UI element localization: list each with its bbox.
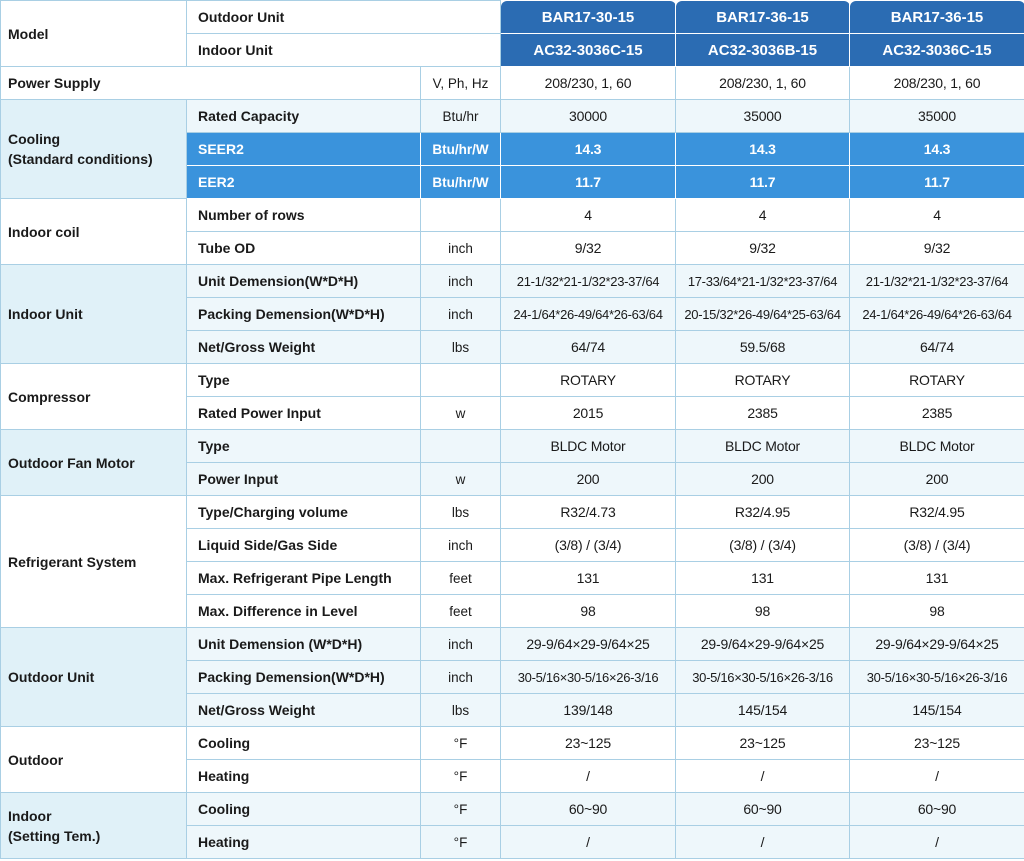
param-label: Net/Gross Weight (187, 694, 421, 727)
unit-label: inch (421, 265, 501, 298)
value-cell: (3/8) / (3/4) (850, 529, 1024, 562)
value-cell: R32/4.95 (850, 496, 1024, 529)
value-cell: 14.3 (850, 133, 1024, 166)
value-cell: 64/74 (501, 331, 676, 364)
value-cell: 145/154 (850, 694, 1024, 727)
value-cell: 35000 (676, 100, 850, 133)
cooling-group-label: Cooling (Standard conditions) (1, 100, 187, 199)
value-cell: 23~125 (501, 727, 676, 760)
value-cell: 98 (501, 595, 676, 628)
power-supply-value-1: 208/230, 1, 60 (501, 67, 676, 100)
value-cell: 200 (676, 463, 850, 496)
value-cell: ROTARY (676, 364, 850, 397)
outdoor-model-3: BAR17-36-15 (850, 1, 1024, 34)
outdoor-unit-group-label: Outdoor Unit (1, 628, 187, 727)
value-cell: 4 (850, 199, 1024, 232)
outdoor-fan-motor-group-label: Outdoor Fan Motor (1, 430, 187, 496)
value-cell: 9/32 (676, 232, 850, 265)
param-label: Type (187, 430, 421, 463)
value-cell: / (501, 760, 676, 793)
value-cell: 11.7 (850, 166, 1024, 199)
refrigerant-system-group-label: Refrigerant System (1, 496, 187, 628)
value-cell: 98 (676, 595, 850, 628)
value-cell: 139/148 (501, 694, 676, 727)
param-label: Heating (187, 826, 421, 859)
value-cell: 131 (676, 562, 850, 595)
indoor-unit-label: Indoor Unit (187, 34, 501, 67)
table-row (1, 199, 1024, 232)
value-cell: 4 (501, 199, 676, 232)
value-cell: 35000 (850, 100, 1024, 133)
value-cell: 14.3 (676, 133, 850, 166)
value-cell: R32/4.95 (676, 496, 850, 529)
param-label: Power Input (187, 463, 421, 496)
value-cell: 21-1/32*21-1/32*23-37/64 (501, 265, 676, 298)
unit-label: inch (421, 529, 501, 562)
param-label: EER2 (187, 166, 421, 199)
table-row (1, 496, 1024, 529)
table-row (1, 100, 1024, 133)
compressor-group-label: Compressor (1, 364, 187, 430)
unit-label: lbs (421, 331, 501, 364)
value-cell: 30-5/16×30-5/16×26-3/16 (850, 661, 1024, 694)
unit-label: °F (421, 826, 501, 859)
power-supply-value-3: 208/230, 1, 60 (850, 67, 1024, 100)
value-cell: 131 (501, 562, 676, 595)
unit-label (421, 430, 501, 463)
value-cell: 23~125 (676, 727, 850, 760)
value-cell: / (501, 826, 676, 859)
param-label: Cooling (187, 727, 421, 760)
indoor-unit-group-label: Indoor Unit (1, 265, 187, 364)
value-cell: 2385 (850, 397, 1024, 430)
unit-label: inch (421, 232, 501, 265)
value-cell: (3/8) / (3/4) (501, 529, 676, 562)
value-cell: 60~90 (850, 793, 1024, 826)
unit-label (421, 199, 501, 232)
unit-label: lbs (421, 496, 501, 529)
param-label: Rated Power Input (187, 397, 421, 430)
unit-label: °F (421, 727, 501, 760)
value-cell: 59.5/68 (676, 331, 850, 364)
value-cell: 24-1/64*26-49/64*26-63/64 (850, 298, 1024, 331)
value-cell: 29-9/64×29-9/64×25 (501, 628, 676, 661)
unit-label: inch (421, 661, 501, 694)
value-cell: 98 (850, 595, 1024, 628)
param-label: Type (187, 364, 421, 397)
value-cell: 29-9/64×29-9/64×25 (676, 628, 850, 661)
outdoor-group-label: Outdoor (1, 727, 187, 793)
param-label: Tube OD (187, 232, 421, 265)
outdoor-unit-label: Outdoor Unit (187, 1, 501, 34)
param-label: Packing Demension(W*D*H) (187, 661, 421, 694)
table-row (1, 793, 1024, 826)
param-label: Packing Demension(W*D*H) (187, 298, 421, 331)
value-cell: 21-1/32*21-1/32*23-37/64 (850, 265, 1024, 298)
table-row (1, 265, 1024, 298)
power-supply-label: Power Supply (1, 67, 421, 100)
value-cell: / (676, 826, 850, 859)
value-cell: 30-5/16×30-5/16×26-3/16 (501, 661, 676, 694)
value-cell: 29-9/64×29-9/64×25 (850, 628, 1024, 661)
param-label: Cooling (187, 793, 421, 826)
value-cell: ROTARY (850, 364, 1024, 397)
indoor-setting-group-label: Indoor (Setting Tem.) (1, 793, 187, 859)
param-label: Max. Difference in Level (187, 595, 421, 628)
indoor-model-1: AC32-3036C-15 (501, 34, 676, 67)
unit-label: inch (421, 298, 501, 331)
header-row-outdoor (1, 1, 1024, 34)
indoor-model-3: AC32-3036C-15 (850, 34, 1024, 67)
unit-label: w (421, 397, 501, 430)
table-row (1, 628, 1024, 661)
value-cell: 60~90 (501, 793, 676, 826)
value-cell: 2385 (676, 397, 850, 430)
value-cell: 2015 (501, 397, 676, 430)
outdoor-model-1: BAR17-30-15 (501, 1, 676, 34)
value-cell: 17-33/64*21-1/32*23-37/64 (676, 265, 850, 298)
value-cell: 9/32 (501, 232, 676, 265)
outdoor-model-2: BAR17-36-15 (676, 1, 850, 34)
value-cell: 200 (850, 463, 1024, 496)
value-cell: ROTARY (501, 364, 676, 397)
value-cell: 60~90 (676, 793, 850, 826)
power-supply-value-2: 208/230, 1, 60 (676, 67, 850, 100)
param-label: Number of rows (187, 199, 421, 232)
model-label: Model (1, 1, 187, 67)
table-row (1, 364, 1024, 397)
value-cell: 64/74 (850, 331, 1024, 364)
value-cell: / (850, 826, 1024, 859)
value-cell: 9/32 (850, 232, 1024, 265)
value-cell: 30000 (501, 100, 676, 133)
table-row (1, 430, 1024, 463)
param-label: Type/Charging volume (187, 496, 421, 529)
value-cell: 11.7 (676, 166, 850, 199)
param-label: Rated Capacity (187, 100, 421, 133)
unit-label: lbs (421, 694, 501, 727)
value-cell: (3/8) / (3/4) (676, 529, 850, 562)
value-cell: BLDC Motor (501, 430, 676, 463)
unit-label: Btu/hr/W (421, 166, 501, 199)
param-label: Unit Demension (W*D*H) (187, 628, 421, 661)
value-cell: / (850, 760, 1024, 793)
value-cell: 20-15/32*26-49/64*25-63/64 (676, 298, 850, 331)
value-cell: 14.3 (501, 133, 676, 166)
unit-label: Btu/hr (421, 100, 501, 133)
value-cell: 145/154 (676, 694, 850, 727)
value-cell: 23~125 (850, 727, 1024, 760)
power-supply-unit: V, Ph, Hz (421, 67, 501, 100)
unit-label: feet (421, 595, 501, 628)
unit-label: inch (421, 628, 501, 661)
param-label: Heating (187, 760, 421, 793)
indoor-coil-group-label: Indoor coil (1, 199, 187, 265)
value-cell: 11.7 (501, 166, 676, 199)
value-cell: BLDC Motor (676, 430, 850, 463)
indoor-model-2: AC32-3036B-15 (676, 34, 850, 67)
value-cell: 131 (850, 562, 1024, 595)
unit-label: °F (421, 760, 501, 793)
value-cell: 24-1/64*26-49/64*26-63/64 (501, 298, 676, 331)
param-label: Liquid Side/Gas Side (187, 529, 421, 562)
param-label: Unit Demension(W*D*H) (187, 265, 421, 298)
value-cell: BLDC Motor (850, 430, 1024, 463)
unit-label: °F (421, 793, 501, 826)
table-row (1, 727, 1024, 760)
unit-label: w (421, 463, 501, 496)
param-label: Max. Refrigerant Pipe Length (187, 562, 421, 595)
unit-label: feet (421, 562, 501, 595)
value-cell: / (676, 760, 850, 793)
unit-label: Btu/hr/W (421, 133, 501, 166)
param-label: SEER2 (187, 133, 421, 166)
value-cell: R32/4.73 (501, 496, 676, 529)
value-cell: 200 (501, 463, 676, 496)
power-supply-row (1, 67, 1024, 100)
value-cell: 4 (676, 199, 850, 232)
value-cell: 30-5/16×30-5/16×26-3/16 (676, 661, 850, 694)
param-label: Net/Gross Weight (187, 331, 421, 364)
unit-label (421, 364, 501, 397)
